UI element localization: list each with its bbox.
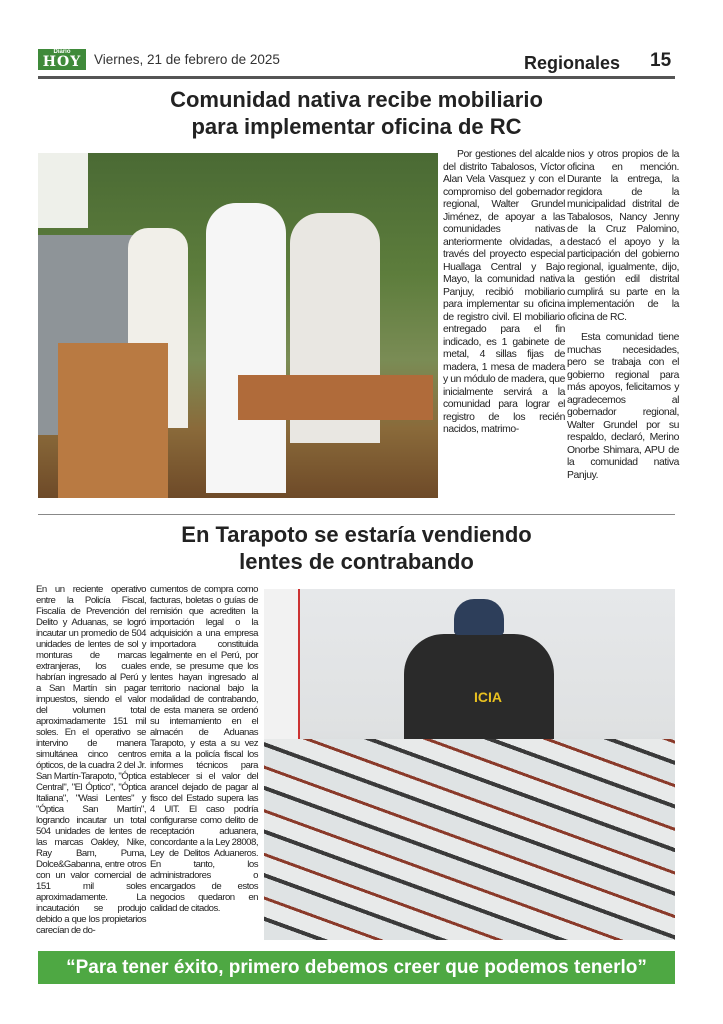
article2-photo	[264, 589, 675, 940]
sunglasses-display	[264, 739, 675, 940]
article2-column-2	[150, 584, 258, 914]
paragraph: Esta comunidad tiene muchas necesidades, pero se trabaja con el gobierno regional para más apoyos, felicitamos y agradecemos al gobernador regional, Walter Grundel por su respaldo, declaró, Merino Onorbe Shimara, APU de la comunidad nativa Panjuy.	[567, 332, 679, 481]
article2-headline	[38, 521, 675, 575]
optica-sign	[264, 589, 300, 749]
article1-photo	[38, 153, 438, 498]
header-rule	[38, 76, 675, 79]
headline-line: lentes de contrabando	[239, 549, 474, 574]
sign	[38, 153, 88, 228]
paragraph: nios y otros propios de la oficina en mención. Durante la entrega, la regidora de la municipalidad distrital de Tabalosos, Nancy Jenny de la Cruz Palomino, destacó el apoyo y la participación del gobierno regional, igualmente, dijo, la gestión edil distrital cumplirá su parte en la implementación de la oficina de RC.	[567, 149, 679, 323]
diario-hoy-logo: Diario HOY	[38, 49, 86, 70]
wooden-chairs	[58, 343, 168, 498]
headline-line: para implementar oficina de RC	[191, 114, 522, 139]
person-center	[206, 203, 286, 493]
section-name: Regionales	[524, 53, 621, 73]
article2-column-1	[36, 584, 146, 936]
officer-cap	[454, 599, 504, 635]
issue-date: Viernes, 21 de febrero de 2025	[94, 52, 280, 67]
article1-column-2	[567, 149, 679, 482]
article1-column-1	[443, 149, 565, 437]
paragraph: En un reciente operativo entre la Policía Fiscal, Fiscalía de Prevención del Delito y Aduanas, se logró incautar un promedio de 504 unidades de lentes de sol y monturas de marcas extranjeras, los cuales habrían ingresado al Perú y a San Martín sin pagar impuestos, siendo el valor del volumen total aproximadamente 151 mil soles. En el operativo se intervino de manera simultánea cinco centros ópticos, de la cuadra 2 del Jr. San Martín-Tarapoto, "Óptica Central", "El Óptico", "Óptica Italiana", "Wasi Lentes" y "Óptica San Martín", logrando incautar un total 504 unidades de lentes de las marcas Oakley, Nike, Ray Bam, Puma, Dolce&Gabanna, entre otros con un valor comercial de 151 mil soles aproximadamente. La incautación se produjo debido a que los propietarios carecían de do-	[36, 584, 146, 936]
vest-text: ICIA	[474, 689, 502, 705]
paragraph: Por gestiones del alcalde del distrito Tabalosos, Víctor Alan Vela Vasquez y con el compromiso del gobernador regional, Walter Grundel Jiménez, de apoyar a las comunidades nativas anteriormente olvidadas, a través del proyecto especial Huallaga Central y Bajo Mayo, la comunidad nativa Panjuy, recibió mobiliario para implementar su oficina de registro civil. El mobiliario entregado para el fin indicado, es 1 gabinete de metal, 4 sillas fijas de madera, 1 mesa de madera y un módulo de madera, que inicialmente servirá a la comunidad para lograr el registro de los recién nacidos, matrimo-	[443, 149, 565, 435]
headline-line: En Tarapoto se estaría vendiendo	[181, 522, 532, 547]
article1-headline	[38, 86, 675, 140]
page-number: 15	[650, 50, 672, 71]
headline-line: Comunidad nativa recibe mobiliario	[170, 87, 543, 112]
paragraph: cumentos de compra como facturas, boletas o guías de remisión que acrediten la importación legal o la adquisición a una empresa importadora constituida legalmente en el Perú, por ende, se presume que los lentes hayan ingresado al territorio nacional bajo la modalidad de contrabando, de esta manera se ordenó su internamiento en el almacén de Aduanas Tarapoto, y esta a su vez emita a la policía fiscal los informes técnicos para establecer si el valor del arancel dejado de pagar al fisco del Estado supera las 4 UIT. El caso podría configurarse como delito de receptación aduanera, concordante a la Ley 28008, Ley de Delitos Aduaneros. En tanto, los administradores o encargados de estos negocios quedaron en calidad de citados.	[150, 584, 258, 914]
wooden-table	[238, 375, 433, 420]
footer-quote-banner: “Para tener éxito, primero debemos creer que podemos tenerlo”	[38, 951, 675, 984]
section-divider	[38, 514, 675, 515]
officer	[404, 634, 554, 739]
